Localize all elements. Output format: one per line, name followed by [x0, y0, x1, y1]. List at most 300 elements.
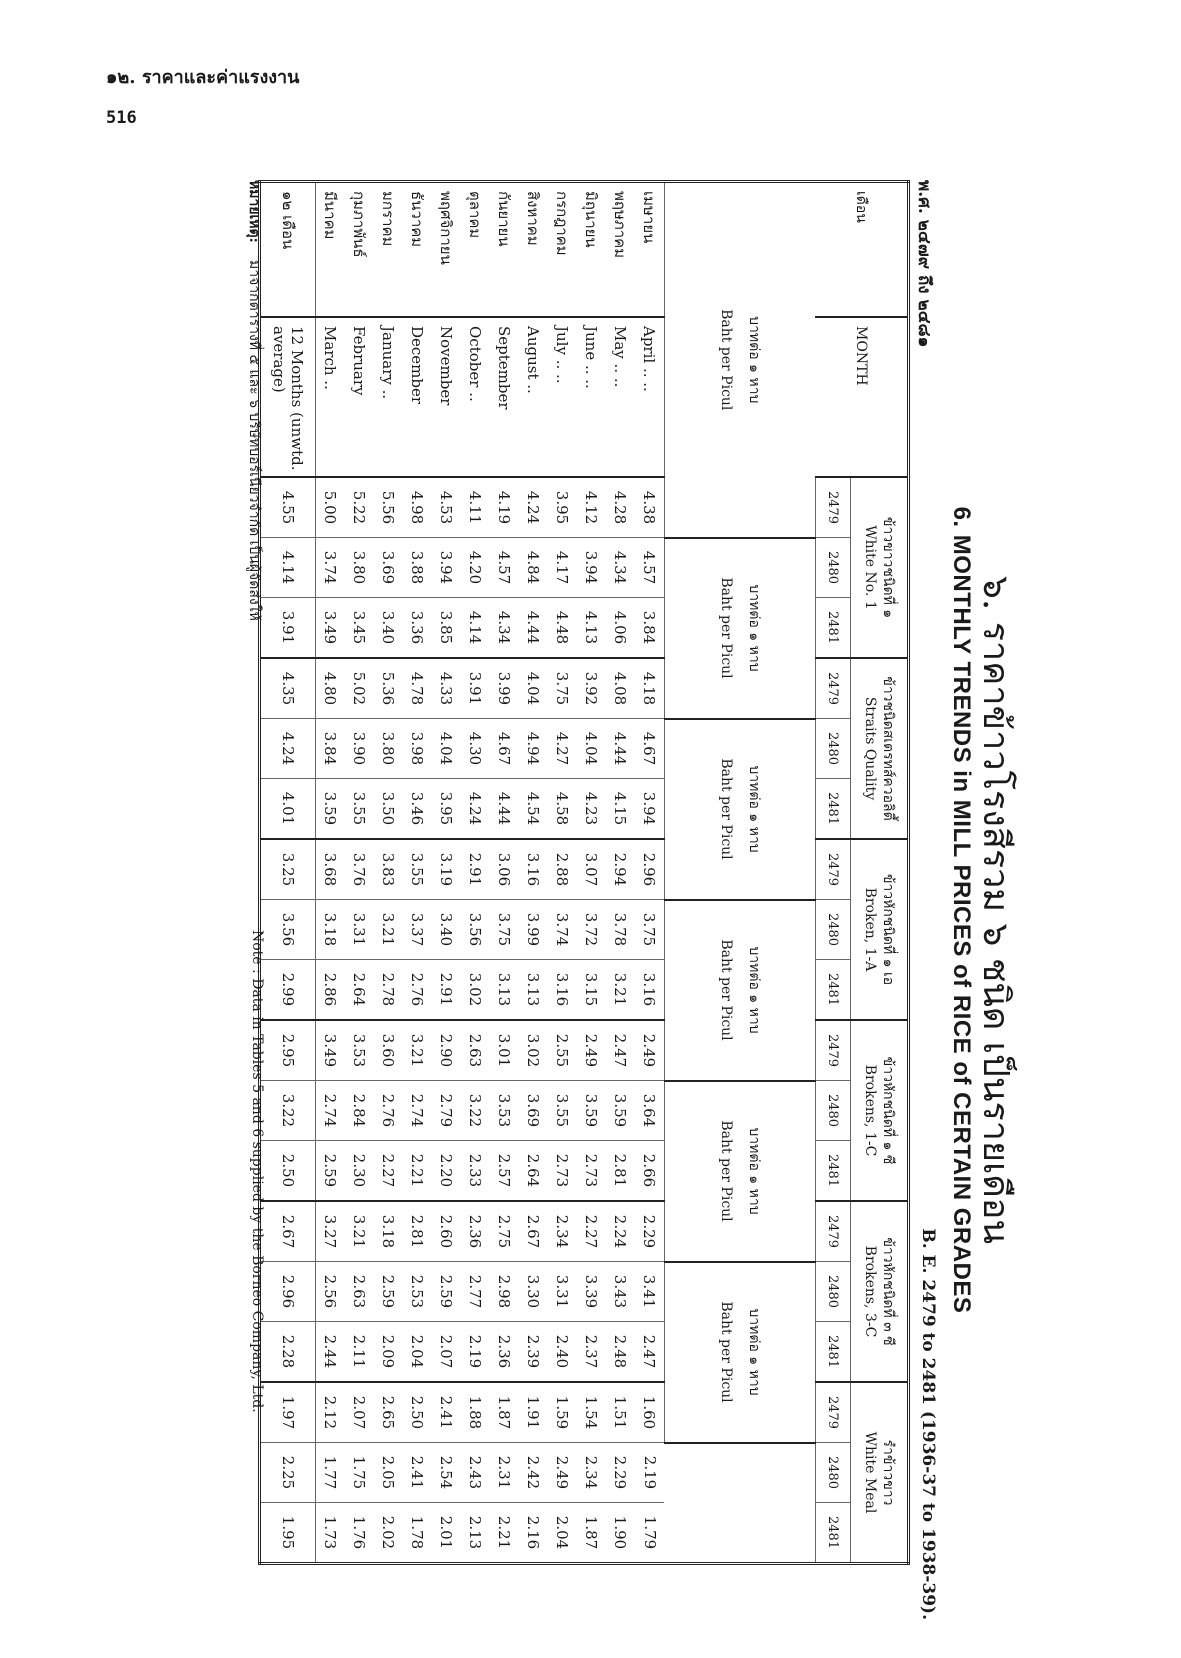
- price-cell: 4.04: [519, 658, 548, 719]
- price-cell: 5.56: [374, 477, 403, 538]
- price-cell: 2.13: [461, 1503, 490, 1564]
- header-row-grades: [851, 182, 909, 1564]
- price-cell: 2.47: [635, 1322, 665, 1383]
- price-cell: 3.78: [606, 900, 635, 960]
- price-cell: 1.76: [345, 1503, 374, 1564]
- grade-header: [851, 1201, 909, 1382]
- price-cell: 4.17: [548, 538, 577, 598]
- unit-cell: [665, 538, 816, 719]
- price-cell: 3.16: [519, 839, 548, 900]
- price-cell: 2.60: [432, 1201, 461, 1262]
- price-cell: 3.43: [606, 1262, 635, 1322]
- price-cell: 3.40: [432, 900, 461, 960]
- price-cell: 3.21: [374, 900, 403, 960]
- table-row: [606, 182, 635, 1564]
- table-row-average: [260, 182, 316, 1564]
- price-cell: 2.44: [316, 1322, 346, 1383]
- price-cell: 4.98: [403, 477, 432, 538]
- price-cell: 4.24: [519, 477, 548, 538]
- price-cell: 2.04: [548, 1503, 577, 1564]
- price-cell: 1.78: [403, 1503, 432, 1564]
- price-cell: 2.21: [403, 1141, 432, 1202]
- price-cell: 3.13: [519, 960, 548, 1021]
- unit-english: Baht per Picul: [718, 1120, 734, 1222]
- unit-thai: บาทต่อ ๑ หาบ: [746, 316, 762, 404]
- price-cell: 2.57: [490, 1141, 519, 1202]
- month-english: June .. ..: [577, 317, 606, 477]
- grade-name-english: Brokens, 1-C: [862, 1064, 878, 1157]
- price-cell: 3.18: [316, 900, 346, 960]
- page-number: 516: [106, 108, 137, 128]
- price-cell: 3.99: [490, 658, 519, 719]
- month-english: September: [490, 317, 519, 477]
- price-cell: 1.91: [519, 1382, 548, 1443]
- table-row: [635, 182, 665, 1564]
- price-cell: 2.99: [260, 960, 316, 1021]
- price-cell: 2.12: [316, 1382, 346, 1443]
- grade-header: [851, 658, 909, 839]
- price-cell: 3.59: [606, 1081, 635, 1141]
- price-cell: 4.34: [490, 598, 519, 659]
- price-cell: 3.56: [260, 900, 316, 960]
- price-cell: 3.06: [490, 839, 519, 900]
- year-header: 2481: [816, 1141, 851, 1202]
- price-cell: 4.13: [577, 598, 606, 659]
- price-cell: 3.22: [260, 1081, 316, 1141]
- price-cell: 1.75: [345, 1443, 374, 1503]
- month-english: January ..: [374, 317, 403, 477]
- price-cell: 3.19: [432, 839, 461, 900]
- price-cell: 4.78: [403, 658, 432, 719]
- price-cell: 2.04: [403, 1322, 432, 1383]
- price-cell: 2.81: [403, 1201, 432, 1262]
- price-cell: 4.12: [577, 477, 606, 538]
- price-cell: 3.49: [316, 598, 346, 659]
- price-cell: 4.34: [606, 538, 635, 598]
- month-thai: เมษายน: [635, 182, 665, 318]
- price-cell: 1.95: [260, 1503, 316, 1564]
- month-thai: กุมภาพันธ์: [345, 182, 374, 318]
- unit-thai: บาทต่อ ๑ หาบ: [746, 584, 762, 672]
- price-cell: 2.48: [606, 1322, 635, 1383]
- month-thai: ตุลาคม: [461, 182, 490, 318]
- unit-english: Baht per Picul: [718, 1301, 734, 1403]
- price-cell: 4.54: [519, 779, 548, 840]
- price-cell: 3.80: [374, 719, 403, 779]
- price-cell: 2.36: [461, 1201, 490, 1262]
- price-cell: 2.98: [490, 1262, 519, 1322]
- month-thai: ธันวาคม: [403, 182, 432, 318]
- table-row: [548, 182, 577, 1564]
- price-cell: 3.84: [316, 719, 346, 779]
- price-cell: 2.74: [316, 1081, 346, 1141]
- price-cell: 2.96: [260, 1262, 316, 1322]
- price-cell: 2.29: [606, 1443, 635, 1503]
- price-cell: 4.11: [461, 477, 490, 538]
- table-row: [432, 182, 461, 1564]
- price-cell: 3.95: [548, 477, 577, 538]
- unit-cell: [665, 900, 816, 1081]
- price-cell: 4.55: [260, 477, 316, 538]
- price-cell: 4.67: [635, 719, 665, 779]
- price-cell: 2.49: [548, 1443, 577, 1503]
- price-cell: 3.80: [345, 538, 374, 598]
- price-cell: 2.88: [548, 839, 577, 900]
- grade-name-english: Straits Quality: [862, 696, 878, 801]
- price-cell: 3.21: [403, 1020, 432, 1081]
- price-cell: 4.01: [260, 779, 316, 840]
- year-header: 2481: [816, 960, 851, 1021]
- price-cell: 3.25: [260, 839, 316, 900]
- grade-name-english: Broken, 1-A: [862, 887, 878, 972]
- table-row: [461, 182, 490, 1564]
- price-cell: 2.86: [316, 960, 346, 1021]
- price-cell: 3.22: [461, 1081, 490, 1141]
- grade-name-thai: ข้าวชนิดสเตรทส์ควอลิตี้: [880, 676, 896, 821]
- month-english-header: MONTH: [816, 317, 909, 477]
- price-cell: 3.53: [490, 1081, 519, 1141]
- price-cell: 2.02: [374, 1503, 403, 1564]
- price-cell: 4.57: [490, 538, 519, 598]
- price-cell: 3.01: [490, 1020, 519, 1081]
- month-thai: กรกฎาคม: [548, 182, 577, 318]
- price-cell: 3.68: [316, 839, 346, 900]
- price-cell: 3.53: [345, 1020, 374, 1081]
- grade-name-english: Brokens, 3-C: [862, 1245, 878, 1338]
- price-cell: 3.16: [548, 960, 577, 1021]
- price-cell: 2.66: [635, 1141, 665, 1202]
- year-header: 2479: [816, 1201, 851, 1262]
- price-cell: 2.27: [374, 1141, 403, 1202]
- year-header: 2481: [816, 598, 851, 659]
- price-cell: 2.19: [461, 1322, 490, 1383]
- month-thai: กันยายน: [490, 182, 519, 318]
- price-cell: 3.13: [490, 960, 519, 1021]
- grade-header: [851, 1020, 909, 1201]
- price-cell: 3.59: [316, 779, 346, 840]
- grade-name-english: White Meal: [862, 1431, 878, 1514]
- month-english: July .. ..: [548, 317, 577, 477]
- price-cell: 3.36: [403, 598, 432, 659]
- month-thai: พฤศจิกายน: [432, 182, 461, 318]
- price-cell: 4.24: [461, 779, 490, 840]
- price-cell: 3.98: [403, 719, 432, 779]
- year-header: 2479: [816, 477, 851, 538]
- price-cell: 4.27: [548, 719, 577, 779]
- rotated-table-block: [190, 180, 1050, 1640]
- year-header: 2479: [816, 658, 851, 719]
- price-cell: 2.33: [461, 1141, 490, 1202]
- price-cell: 3.30: [519, 1262, 548, 1322]
- price-cell: 2.79: [432, 1081, 461, 1141]
- price-cell: 4.94: [519, 719, 548, 779]
- price-cell: 3.83: [374, 839, 403, 900]
- price-cell: 2.59: [374, 1262, 403, 1322]
- price-cell: 4.80: [316, 658, 346, 719]
- table-row: [374, 182, 403, 1564]
- price-cell: 2.29: [635, 1201, 665, 1262]
- price-cell: 2.74: [403, 1081, 432, 1141]
- price-cell: 2.59: [316, 1141, 346, 1202]
- price-cell: 1.73: [316, 1503, 346, 1564]
- price-cell: 2.53: [403, 1262, 432, 1322]
- table-header: [816, 182, 909, 1564]
- month-english: December: [403, 317, 432, 477]
- price-cell: 4.67: [490, 719, 519, 779]
- price-cell: 3.50: [374, 779, 403, 840]
- month-english: May .. ..: [606, 317, 635, 477]
- price-cell: 4.48: [548, 598, 577, 659]
- price-cell: 1.90: [606, 1503, 635, 1564]
- price-cell: 3.69: [519, 1081, 548, 1141]
- price-cell: 1.59: [548, 1382, 577, 1443]
- year-header: 2480: [816, 1443, 851, 1503]
- price-cell: 3.56: [461, 900, 490, 960]
- table-row: [577, 182, 606, 1564]
- price-cell: 1.60: [635, 1382, 665, 1443]
- price-cell: 3.02: [519, 1020, 548, 1081]
- price-cell: 2.76: [403, 960, 432, 1021]
- price-cell: 1.88: [461, 1382, 490, 1443]
- price-cell: 2.95: [260, 1020, 316, 1081]
- price-cell: 3.21: [345, 1201, 374, 1262]
- month-english: March ..: [316, 317, 346, 477]
- price-cell: 4.30: [461, 719, 490, 779]
- price-cell: 4.44: [519, 598, 548, 659]
- price-cell: 2.41: [432, 1382, 461, 1443]
- price-cell: 2.39: [519, 1322, 548, 1383]
- note-label-thai: หมายเหตุ:: [246, 180, 262, 243]
- price-cell: 2.75: [490, 1201, 519, 1262]
- price-cell: 4.04: [577, 719, 606, 779]
- price-cell: 2.90: [432, 1020, 461, 1081]
- title-english: 6. MONTHLY TRENDS in MILL PRICES of RICE of CERTAIN GRADES: [948, 506, 975, 1314]
- price-cell: 2.20: [432, 1141, 461, 1202]
- price-cell: 1.87: [490, 1382, 519, 1443]
- price-cell: 3.85: [432, 598, 461, 659]
- price-cell: 2.84: [345, 1081, 374, 1141]
- price-cell: 3.41: [635, 1262, 665, 1322]
- price-cell: 4.14: [260, 538, 316, 598]
- price-cell: 1.79: [635, 1503, 665, 1564]
- price-cell: 2.11: [345, 1322, 374, 1383]
- price-cell: 4.53: [432, 477, 461, 538]
- price-cell: 3.55: [345, 779, 374, 840]
- price-cell: 2.41: [403, 1443, 432, 1503]
- table-row: [403, 182, 432, 1564]
- price-cell: 3.74: [316, 538, 346, 598]
- grade-name-thai: ข้าวหักชนิดที่ ๑ ซี: [880, 1056, 896, 1165]
- price-cell: 3.37: [403, 900, 432, 960]
- price-cell: 4.35: [260, 658, 316, 719]
- price-cell: 2.42: [519, 1443, 548, 1503]
- unit-thai: บาทต่อ ๑ หาบ: [746, 1127, 762, 1215]
- price-cell: 3.02: [461, 960, 490, 1021]
- price-cell: 2.76: [374, 1081, 403, 1141]
- unit-cell: [665, 1262, 816, 1443]
- price-cell: 2.05: [374, 1443, 403, 1503]
- grade-header: [851, 1382, 909, 1564]
- price-cell: 2.78: [374, 960, 403, 1021]
- table-row: [519, 182, 548, 1564]
- price-cell: 3.95: [432, 779, 461, 840]
- price-cell: 4.23: [577, 779, 606, 840]
- price-cell: 1.54: [577, 1382, 606, 1443]
- month-thai: พฤษภาคม: [606, 182, 635, 318]
- price-cell: 3.15: [577, 960, 606, 1021]
- table-row: [490, 182, 519, 1564]
- price-cell: 2.73: [548, 1141, 577, 1202]
- unit-thai: บาทต่อ ๑ หาบ: [746, 1308, 762, 1396]
- year-header: 2480: [816, 1262, 851, 1322]
- section-header: ๑๒. ราคาและค่าแรงงาน: [106, 67, 300, 88]
- rice-price-table: [258, 180, 910, 1565]
- grade-name-thai: รำข้าวขาว: [880, 1439, 896, 1506]
- unit-thai: บาทต่อ ๑ หาบ: [746, 946, 762, 1034]
- price-cell: 2.30: [345, 1141, 374, 1202]
- price-cell: 2.64: [519, 1141, 548, 1202]
- price-cell: 2.31: [490, 1443, 519, 1503]
- unit-english: Baht per Picul: [718, 309, 734, 411]
- price-cell: 2.56: [316, 1262, 346, 1322]
- price-cell: 2.49: [635, 1020, 665, 1081]
- grade-name-thai: ข้าวหักชนิดที่ ๑ เอ: [880, 873, 896, 986]
- price-cell: 4.24: [260, 719, 316, 779]
- price-cell: 2.96: [635, 839, 665, 900]
- price-cell: 2.43: [461, 1443, 490, 1503]
- month-thai: มีนาคม: [316, 182, 346, 318]
- price-cell: 2.64: [345, 960, 374, 1021]
- price-cell: 4.28: [606, 477, 635, 538]
- grade-name-thai: ข้าวขาวชนิดที่ ๑: [880, 516, 896, 619]
- month-thai: มิถุนายน: [577, 182, 606, 318]
- price-cell: 4.33: [432, 658, 461, 719]
- price-cell: 3.99: [519, 900, 548, 960]
- price-cell: 4.15: [606, 779, 635, 840]
- price-cell: 2.07: [432, 1322, 461, 1383]
- table-row: [316, 182, 346, 1564]
- price-cell: 2.49: [577, 1020, 606, 1081]
- year-header: 2480: [816, 1081, 851, 1141]
- price-cell: 2.34: [548, 1201, 577, 1262]
- month-thai: มกราคม: [374, 182, 403, 318]
- grade-name-english: White No. 1: [862, 525, 878, 610]
- price-cell: 3.88: [403, 538, 432, 598]
- table-row: [345, 182, 374, 1564]
- price-cell: 2.36: [490, 1322, 519, 1383]
- year-header: 2480: [816, 900, 851, 960]
- price-cell: 2.19: [635, 1443, 665, 1503]
- year-header: 2479: [816, 1382, 851, 1443]
- grade-name-thai: ข้าวหักชนิดที่ ๓ ซี: [880, 1237, 896, 1346]
- unit-english: Baht per Picul: [718, 758, 734, 860]
- price-cell: 4.44: [606, 719, 635, 779]
- year-header: 2479: [816, 1020, 851, 1081]
- price-cell: 3.74: [548, 900, 577, 960]
- price-cell: 2.63: [461, 1020, 490, 1081]
- price-cell: 2.09: [374, 1322, 403, 1383]
- unit-english: Baht per Picul: [718, 577, 734, 679]
- price-cell: 2.94: [606, 839, 635, 900]
- price-cell: 2.27: [577, 1201, 606, 1262]
- price-cell: 3.94: [432, 538, 461, 598]
- unit-cell: [665, 1081, 816, 1262]
- month-english: August ..: [519, 317, 548, 477]
- price-cell: 3.55: [403, 839, 432, 900]
- price-cell: 3.75: [490, 900, 519, 960]
- price-cell: 3.45: [345, 598, 374, 659]
- price-cell: 5.00: [316, 477, 346, 538]
- year-header: 2480: [816, 719, 851, 779]
- price-cell: 2.65: [374, 1382, 403, 1443]
- price-cell: 3.94: [577, 538, 606, 598]
- price-cell: 4.58: [548, 779, 577, 840]
- price-cell: 2.81: [606, 1141, 635, 1202]
- price-cell: 2.07: [345, 1382, 374, 1443]
- price-cell: 2.91: [432, 960, 461, 1021]
- price-cell: 2.50: [403, 1382, 432, 1443]
- price-cell: 3.31: [548, 1262, 577, 1322]
- table-body: [260, 182, 816, 1564]
- month-english: October ..: [461, 317, 490, 477]
- price-cell: 2.28: [260, 1322, 316, 1383]
- price-cell: 3.69: [374, 538, 403, 598]
- year-header: 2481: [816, 1322, 851, 1383]
- price-cell: 2.77: [461, 1262, 490, 1322]
- price-cell: 3.40: [374, 598, 403, 659]
- month-thai: สิงหาคม: [519, 182, 548, 318]
- note-thai: มาจากตารางที่ ๕ และ ๖ บริษัทบอร์เนียวจำกัด เป็นผู้จัดส่งให้: [246, 260, 262, 621]
- price-cell: 4.04: [432, 719, 461, 779]
- price-cell: 3.59: [577, 1081, 606, 1141]
- price-cell: 2.67: [519, 1201, 548, 1262]
- year-header: 2481: [816, 1503, 851, 1564]
- price-cell: 2.67: [260, 1201, 316, 1262]
- price-cell: 3.18: [374, 1201, 403, 1262]
- price-cell: 3.91: [260, 598, 316, 659]
- unit-cell: [665, 182, 816, 538]
- price-cell: 3.84: [635, 598, 665, 659]
- price-cell: 3.64: [635, 1081, 665, 1141]
- month-thai-header: เดือน: [816, 182, 909, 318]
- price-cell: 3.16: [635, 960, 665, 1021]
- price-cell: 5.02: [345, 658, 374, 719]
- price-cell: 2.63: [345, 1262, 374, 1322]
- price-cell: 2.91: [461, 839, 490, 900]
- month-english: 12 Months (unwtd. average): [260, 317, 316, 477]
- price-cell: 4.18: [635, 658, 665, 719]
- price-cell: 2.01: [432, 1503, 461, 1564]
- unit-thai: บาทต่อ ๑ หาบ: [746, 765, 762, 853]
- grade-header: [851, 839, 909, 1020]
- month-english: February: [345, 317, 374, 477]
- price-cell: 4.14: [461, 598, 490, 659]
- price-cell: 4.19: [490, 477, 519, 538]
- price-cell: 3.75: [635, 900, 665, 960]
- price-cell: 3.55: [548, 1081, 577, 1141]
- price-cell: 3.27: [316, 1201, 346, 1262]
- price-cell: 3.75: [548, 658, 577, 719]
- price-cell: 4.38: [635, 477, 665, 538]
- price-cell: 1.97: [260, 1382, 316, 1443]
- price-cell: 2.47: [606, 1020, 635, 1081]
- month-thai: ๑๒ เดือน: [260, 182, 316, 318]
- unit-english: Baht per Picul: [718, 939, 734, 1041]
- price-cell: 2.37: [577, 1322, 606, 1383]
- price-cell: 2.50: [260, 1141, 316, 1202]
- year-header: 2481: [816, 779, 851, 840]
- price-cell: 4.08: [606, 658, 635, 719]
